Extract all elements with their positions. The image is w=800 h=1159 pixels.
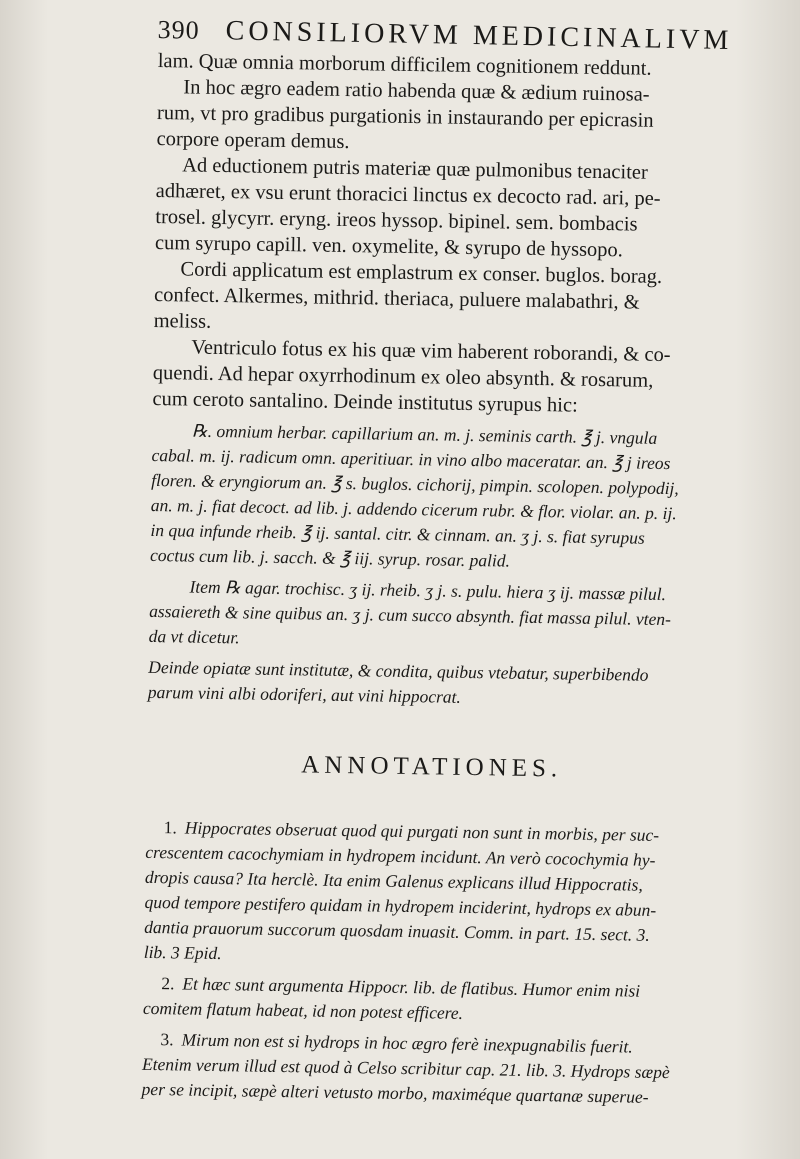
- closing-line: Deinde opiatæ sunt institutæ, & condita, quibus vtebatur, superbibendo: [148, 656, 649, 685]
- page-body: [141, 48, 767, 1111]
- item-line: Item ℞ agar. trochisc. ʒ ij. rheib. ʒ j. s. pulu. hiera ʒ ij. massæ pilul.: [189, 576, 667, 605]
- text-line: meliss.: [153, 309, 212, 333]
- text-line: Cordi applicatum est emplastrum ex conser. buglos. borag.: [180, 258, 663, 288]
- annotations-list: [141, 815, 755, 1112]
- closing-line: parum vini albi odoriferi, aut vini hippocrat.: [147, 681, 462, 707]
- text-line: quendi. Ad hepar oxyrrhodinum ex oleo absynth. & rosarum,: [152, 361, 654, 392]
- text-line: confect. Alkermes, mithrid. theriaca, puluere malabathri, &: [153, 283, 640, 314]
- closing-block: [148, 655, 759, 715]
- annotations-heading: ANNOTATIONES.: [301, 751, 563, 783]
- annotation-line: dantia prauorum succorum quosdam inuasit. Comm. in part. 15. sect. 3.: [144, 916, 650, 945]
- text-line: cum syrupo capill. ven. oxymelite, & syrupo de hyssopo.: [154, 231, 624, 262]
- annotation-item: [141, 1027, 752, 1112]
- recipe-line: cabal. m. ij. radicum omn. aperitiuar. in vino albo maceratar. an. ℥ j ireos: [151, 444, 671, 474]
- text-line: corpore operam demus.: [156, 127, 350, 154]
- annotation-line: dropis causa? Ita herclè. Ita enim Galenus explicans illud Hippocratis,: [144, 866, 643, 895]
- recipe-line: coctus cum lib. j. sacch. & ℥ iij. syrup. rosar. palid.: [149, 544, 511, 571]
- annotation-item: [143, 971, 754, 1031]
- recipe-block: [150, 418, 762, 578]
- annotation-number: 1.: [163, 817, 178, 838]
- annotation-number: 2.: [161, 973, 175, 994]
- item-line: assaiereth & sine quibus an. ʒ j. cum succo absynth. fiat massa pilul. vten-: [148, 600, 672, 630]
- annotation-line: lib. 3 Epid.: [143, 941, 222, 964]
- text-line: adhæret, ex vsu erunt thoracici linctus ex decocto rad. ari, pe-: [155, 179, 661, 210]
- text-line: cum ceroto santalino. Deinde institutus syrupus hic:: [152, 387, 578, 417]
- annotation-line: per se incipit, sæpè alteri vetusto morbo, maximéque quartanæ superue-: [141, 1078, 649, 1107]
- main-text: [152, 48, 768, 422]
- text-line: Ventriculo fotus ex his quæ vim haberent roborandi, & co-: [191, 336, 671, 367]
- annotation-text: Et hæc sunt argumenta Hippocr. lib. de flatibus. Humor enim nisi: [182, 973, 641, 1001]
- item-line: da vt dicetur.: [148, 625, 240, 648]
- annotation-number: 3.: [160, 1029, 174, 1050]
- recipe-line: an. m. j. fiat decoct. ad lib. j. addendo cicerum rubr. & flor. violar. an. p. ij.: [150, 494, 677, 524]
- item-block: [149, 574, 760, 659]
- annotation-line: crescentem cacochymiam in hydropem incidunt. An verò cocochymia hy-: [145, 841, 656, 870]
- annotation-item: [144, 815, 756, 975]
- text-line: lam. Quæ omnia morborum difficilem cognitionem reddunt.: [157, 49, 652, 80]
- annotation-line: comitem flatum habeat, id non potest efficere.: [142, 997, 464, 1023]
- text-line: Ad eductionem putris materiæ quæ pulmonibus tenaciter: [181, 154, 648, 184]
- text-line: In hoc ægro eadem ratio habenda quæ & ædium ruinosa-: [183, 76, 650, 106]
- recipe-line: floren. & eryngiorum an. ℥ s. buglos. cichorij, pimpin. scolopen. polypodij,: [151, 469, 679, 499]
- annotation-line: quod tempore pestifero quidam in hydropem inciderint, hydrops ex abun-: [144, 891, 657, 920]
- running-title: CONSILIORVM MEDICINALIVM: [225, 15, 733, 57]
- annotation-text: Mirum non est si hydrops in hoc ægro ferè inexpugnabilis fuerit.: [181, 1029, 633, 1057]
- page-number: 390: [157, 14, 200, 45]
- recipe-line: ℞. omnium herbar. capillarium an. m. j. seminis carth. ℥ j. vngula: [191, 420, 658, 448]
- text-line: rum, vt pro gradibus purgationis in instaurando per epicrasin: [156, 101, 654, 132]
- annotation-line: Etenim verum illud est quod à Celso scribitur cap. 21. lib. 3. Hydrops sæpè: [141, 1053, 670, 1083]
- annotation-text: Hippocrates obseruat quod qui purgati non sunt in morbis, per suc-: [184, 817, 660, 845]
- text-line: trosel. glycyrr. eryng. ireos hyssop. bipinel. sem. bombacis: [155, 205, 638, 236]
- recipe-line: in qua infunde rheib. ℥ ij. santal. citr. & cinnam. an. ʒ j. s. fiat syrupus: [150, 519, 645, 548]
